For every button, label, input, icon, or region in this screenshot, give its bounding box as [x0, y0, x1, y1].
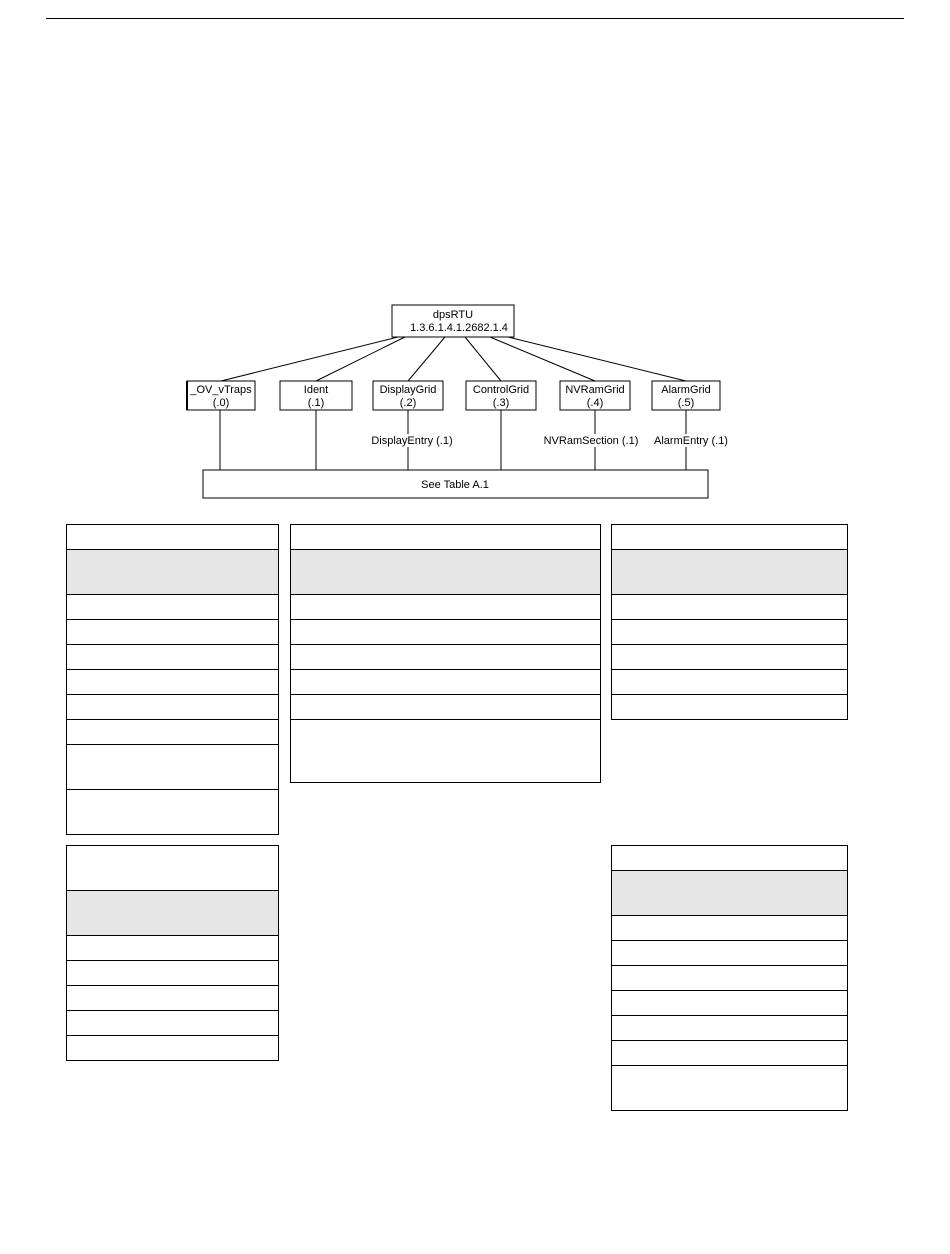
table-row [612, 645, 848, 670]
connector-displaygrid [408, 337, 445, 381]
table-row [612, 1041, 848, 1066]
branch-displaygrid-index: (.2) [399, 397, 417, 409]
table-row [67, 936, 279, 961]
table-row [291, 645, 601, 670]
table-row [612, 695, 848, 720]
branch-ident-name: Ident [303, 384, 329, 396]
table-row [612, 941, 848, 966]
root-connectors [221, 337, 686, 381]
table-row [291, 595, 601, 620]
table-row [612, 620, 848, 645]
table-row [612, 966, 848, 991]
root-oid: 1.3.6.1.4.1.2682.1.4 [410, 322, 508, 334]
branch-ovtraps-index: (.0) [212, 397, 230, 409]
entry-nvram: NVRamSection (.1) [543, 435, 639, 447]
object-table-1 [66, 524, 279, 835]
root-name: dpsRTU [432, 309, 474, 321]
table-header-row [612, 871, 848, 916]
table-row [612, 1016, 848, 1041]
connector-nvramgrid [490, 337, 595, 381]
object-table-4 [66, 845, 279, 1061]
connector-ovtraps [221, 337, 398, 381]
branch-ovtraps-name: _OV_vTraps [190, 384, 252, 396]
table-row [67, 1036, 279, 1061]
connector-controlgrid [465, 337, 501, 381]
object-table-3 [611, 524, 848, 720]
table-row [67, 745, 279, 790]
connector-alarmgrid [508, 337, 686, 381]
table-row [291, 525, 601, 550]
table-header-row [67, 550, 279, 595]
table-row [67, 720, 279, 745]
table-header-row [291, 550, 601, 595]
table-header-row [612, 550, 848, 595]
branch-displaygrid-name: DisplayGrid [379, 384, 437, 396]
table-header-row [67, 891, 279, 936]
branch-controlgrid [466, 381, 536, 410]
branch-nvramgrid-name: NVRamGrid [565, 384, 625, 396]
object-table-5 [611, 845, 848, 1111]
table-row [67, 986, 279, 1011]
table-row [612, 525, 848, 550]
branch-nvramgrid-index: (.4) [586, 397, 604, 409]
table-row [612, 991, 848, 1016]
table-row [612, 916, 848, 941]
branch-ident [280, 381, 352, 410]
branch-displaygrid [373, 381, 443, 410]
table-row [67, 1011, 279, 1036]
table-row [291, 695, 601, 720]
footer-label: See Table A.1 [421, 479, 489, 491]
table-row [67, 645, 279, 670]
connector-ident [316, 337, 405, 381]
object-table-2 [290, 524, 601, 783]
branch-controlgrid-name: ControlGrid [472, 384, 530, 396]
entry-alarm: AlarmEntry (.1) [654, 435, 728, 447]
branch-ident-index: (.1) [307, 397, 325, 409]
branch-nvramgrid [560, 381, 630, 410]
table-row [291, 720, 601, 783]
table-row [67, 790, 279, 835]
branch-ovtraps [187, 381, 255, 410]
table-row [67, 670, 279, 695]
branch-alarmgrid-index: (.5) [677, 397, 695, 409]
table-row [612, 670, 848, 695]
table-row [67, 961, 279, 986]
table-row [67, 846, 279, 891]
table-row [67, 595, 279, 620]
branch-alarmgrid-name: AlarmGrid [661, 384, 711, 396]
table-row [612, 595, 848, 620]
table-row [67, 620, 279, 645]
table-row [291, 670, 601, 695]
mib-tree-diagram [0, 0, 950, 520]
entry-display: DisplayEntry (.1) [371, 435, 453, 447]
table-row [67, 695, 279, 720]
branch-alarmgrid [652, 381, 720, 410]
table-row [291, 620, 601, 645]
table-row [612, 846, 848, 871]
table-row [67, 525, 279, 550]
branch-controlgrid-index: (.3) [492, 397, 510, 409]
table-row [612, 1066, 848, 1111]
